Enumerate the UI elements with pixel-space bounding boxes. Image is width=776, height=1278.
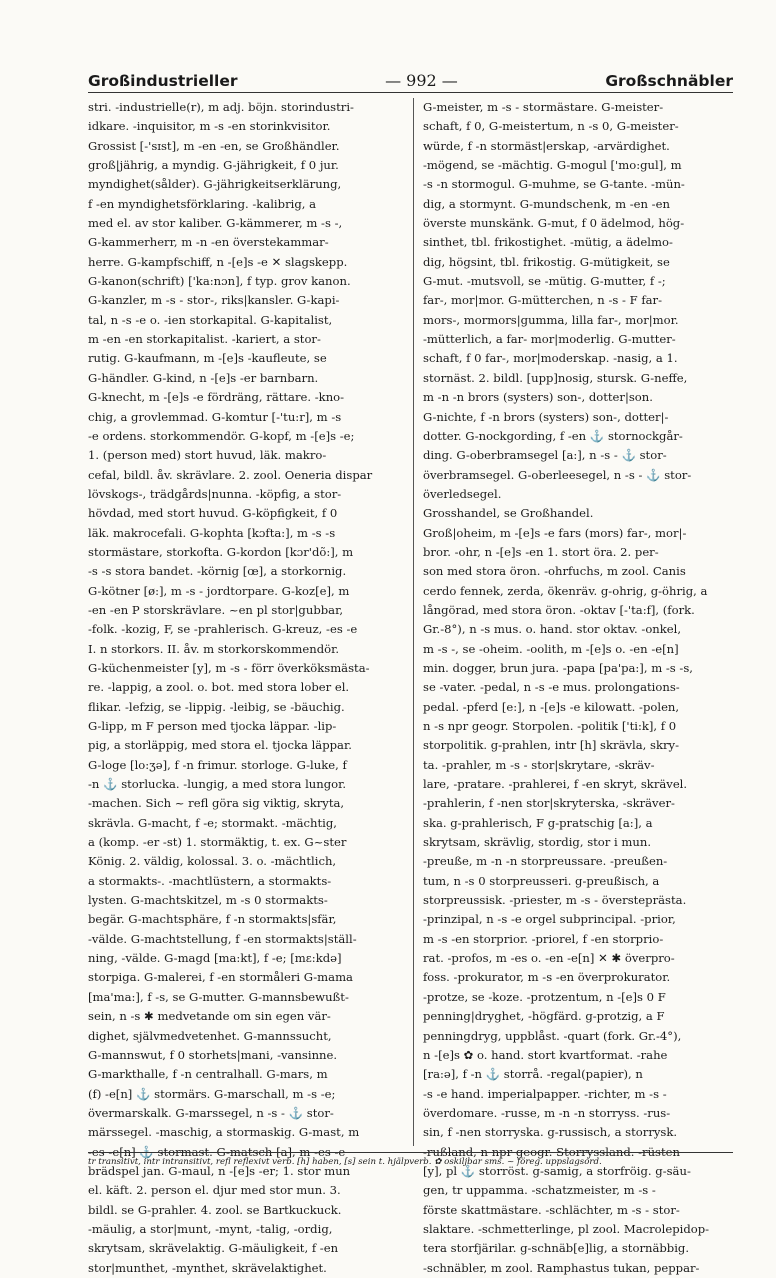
entry-line: [ma'ma:], f -s, se G-mutter. G-mannsbewußt- [88, 989, 349, 1004]
entry-line: dighet, självmedvetenhet. G-mannssucht, [88, 1028, 332, 1043]
entry-line: n -[e]s ✿ o. hand. stort kvartformat. -rahe [423, 1047, 668, 1062]
entry-line: schaft, f 0 far-, mor|moderskap. -nasig, a 1. [423, 351, 678, 366]
entry-line: cefal, bildl. åv. skrävlare. 2. zool. Oeneria dispar [88, 467, 373, 482]
entry-line: sinthet, tbl. frikostighet. -mütig, a ädelmo- [423, 235, 673, 250]
header-rule [88, 92, 733, 93]
entry-line: storpolitik. g-prahlen, intr [h] skrävla, skry- [423, 738, 680, 753]
entry-line: skrytsam, skrävelaktig. G-mäuligkeit, f -en [88, 1241, 339, 1256]
entry-line: rutig. G-kaufmann, m -[e]s -kaufleute, se [88, 351, 327, 366]
entry-line: brädspel jan. G-maul, n -[e]s -er; 1. stor mun [88, 1163, 351, 1178]
entry-line: G-loge [lo:ʒə], f -n frimur. storloge. G-luke, f [88, 757, 347, 772]
entry-line: med el. av stor kaliber. G-kämmerer, m -s -, [88, 216, 343, 231]
entry-line: tum, n -s 0 storpreusseri. g-preußisch, a [423, 873, 660, 888]
entry-line: överste munskänk. G-mut, f 0 ädelmod, hög- [423, 216, 685, 231]
entry-line: penning|dryghet, -högfärd. g-protzig, a F [423, 1009, 665, 1024]
entry-line: övermarskalk. G-marssegel, n -s - ⚓ stor- [88, 1105, 334, 1120]
entry-line: I. n storkors. II. åv. m storkorskommendör. [88, 641, 340, 656]
entry-line: m -s -en storprior. -priorel, f -en storprio- [423, 931, 664, 946]
entry-line: son med stora öron. -ohrfuchs, m zool. Canis [423, 564, 686, 579]
entry-line: långörad, med stora öron. -oktav [-'ta:f], (fork. [423, 602, 695, 617]
entry-line: lysten. G-machtskitzel, m -s 0 stormakts- [88, 893, 328, 908]
entry-line: stornäst. 2. bildl. [upp]nosig, stursk. G-neffe, [423, 370, 688, 385]
entry-line: se -vater. -pedal, n -s -e mus. prolongations- [423, 680, 680, 695]
entry-line: G-meister, m -s - stormästare. G-meister- [423, 100, 664, 114]
entry-line: -e ordens. storkommendör. G-kopf, m -[e]s -e; [88, 428, 355, 443]
entry-line: G-knecht, m -[e]s -e fördräng, rättare. -kno- [88, 390, 345, 405]
entry-line: G-nichte, f -n brors (systers) son-, dotter|- [423, 409, 669, 424]
entry-line: ta. -prahler, m -s - stor|skrytare, -skräv- [423, 757, 655, 772]
entry-line: ding. G-oberbramsegel [a:], n -s - ⚓ stor- [423, 448, 667, 463]
entry-line: myndighet(sålder). G-jährigkeitserklärung, [88, 177, 342, 192]
entry-line: (f) -e[n] ⚓ stormärs. G-marschall, m -s -e; [88, 1086, 336, 1101]
entry-line: rat. -profos, m -es o. -en -e[n] ✕ ✱ överpro- [423, 951, 675, 966]
entry-line: stor|munthet, -mynthet, skrävelaktighet. [88, 1260, 327, 1275]
entry-line: skrävla. G-macht, f -e; stormakt. -mächtig, [88, 815, 337, 830]
abbreviation-footer: tr transitivt, intr intransitivt, refl reflexivt verb. [h] haben, [s] sein t. hjälpverb. ✿ oskiljbar sms. ~ föreg. uppslagsord. [88, 1157, 602, 1167]
entry-line: -s -e hand. imperialpapper. -richter, m -s - [423, 1086, 667, 1101]
entry-line: -s -n stormogul. G-muhme, se G-tante. -mün- [423, 177, 685, 192]
entry-line: min. dogger, brun jura. -papa [pa'pa:], m -s -s, [423, 660, 693, 675]
entry-line: 1. (person med) stort huvud, läk. makro- [88, 448, 327, 463]
entry-line: -rußland, n npr geogr. Storryssland. -rüsten [423, 1144, 680, 1159]
entry-line: läk. makrocefali. G-kophta [kɔfta:], m -s -s [88, 525, 336, 540]
entry-line: -s -s stora bandet. -körnig [œ], a storkornig. [88, 564, 347, 579]
entry-line: -preuße, m -n -n storpreussare. -preußen- [423, 854, 668, 869]
entry-line: -schnäbler, m zool. Ramphastus tukan, peppar- [423, 1260, 700, 1275]
entry-line: idkare. -inquisitor, m -s -en storinkvisitor. [88, 119, 331, 134]
entry-line: begär. G-machtsphäre, f -n stormakts|sfär, [88, 912, 337, 927]
header-left-word: Großindustrieller [88, 72, 238, 90]
entry-line: schaft, f 0, G-meistertum, n -s 0, G-meister- [423, 119, 679, 134]
entry-line: cerdo fennek, zerda, ökenräv. g-ohrig, g-öhrig, a [423, 583, 708, 598]
entry-line: a (komp. -er -st) 1. stormäktig, t. ex. G~ster [88, 835, 347, 850]
entry-line: sin, f -nen storryska. g-russisch, a storrysk. [423, 1125, 678, 1140]
entry-line: förste skattmästare. -schlächter, m -s - stor- [423, 1202, 680, 1217]
entry-line: G-kanon(schrift) ['ka:nɔn], f typ. grov kanon. [88, 274, 351, 289]
entry-line: Groß|oheim, m -[e]s -e fars (mors) far-, mor|- [423, 525, 687, 540]
entry-line: foss. -prokurator, m -s -en överprokurator. [423, 970, 671, 985]
entry-line: -prahlerin, f -nen stor|skryterska, -skräver- [423, 796, 675, 811]
entry-line: skrytsam, skrävlig, stordig, stor i mun. [423, 835, 652, 850]
header-right-word: Großschnäbler [605, 72, 733, 90]
entry-line: överledsegel. [423, 486, 502, 501]
entry-line: würde, f -n stormäst|erskap, -arvärdighet. [423, 138, 670, 153]
entry-line: -mütterlich, a far- mor|moderlig. G-mutter- [423, 332, 676, 347]
entry-line: mors-, mormors|gumma, lilla far-, mor|mor. [423, 312, 679, 327]
entry-line: bildl. se G-prahler. 4. zool. se Bartkuckuck. [88, 1202, 342, 1217]
entry-line: storpiga. G-malerei, f -en stormåleri G-mama [88, 970, 353, 985]
entry-line: far-, mor|mor. G-mütterchen, n -s - F far- [423, 293, 663, 308]
entry-line: -folk. -kozig, F, se -prahlerisch. G-kreuz, -es -e [88, 622, 358, 637]
entry-line: gen, tr uppamma. -schatzmeister, m -s - [423, 1183, 656, 1198]
footer-rule [88, 1152, 733, 1153]
entry-line: dig, högsint, tbl. frikostig. G-mütigkeit, se [423, 254, 670, 269]
entry-line: överbramsegel. G-oberleesegel, n -s - ⚓ stor- [423, 467, 692, 482]
entry-line: ska. g-prahlerisch, F g-pratschig [a:], a [423, 815, 653, 830]
entry-line: Grosshandel, se Großhandel. [423, 506, 594, 521]
right-column [423, 98, 734, 1275]
page-header [88, 60, 733, 90]
entry-line: herre. G-kampfschiff, n -[e]s -e ✕ slagskepp. [88, 254, 348, 269]
entry-line: sein, n -s ✱ medvetande om sin egen vär- [88, 1009, 331, 1024]
entry-line: lövskogs-, trädgårds|nunna. -köpfig, a stor- [88, 486, 342, 501]
entry-line: -n ⚓ storlucka. -lungig, a med stora lungor. [88, 777, 347, 792]
entry-line: tal, n -s -e o. -ien storkapital. G-kapitalist, [88, 312, 333, 327]
entry-line: -mögend, se -mächtig. G-mogul ['mo:gul], m [423, 158, 682, 173]
entry-line: pedal. -pferd [e:], n -[e]s -e kilowatt. -polen, [423, 699, 680, 714]
entry-line: pig, a storläppig, med stora el. tjocka läppar. [88, 738, 352, 753]
entry-line: bror. -ohr, n -[e]s -en 1. stort öra. 2. per- [423, 544, 659, 559]
entry-line: G-mannswut, f 0 storhets|mani, -vansinne. [88, 1047, 338, 1062]
entry-line: ning, -välde. G-magd [ma:kt], f -e; [mɛ:kdə] [88, 951, 342, 966]
entry-line: G-küchenmeister [y], m -s - förr överköksmästa- [88, 660, 370, 675]
entry-line: el. käft. 2. person el. djur med stor mun. 3. [88, 1183, 341, 1198]
entry-line: -protze, se -koze. -protzentum, n -[e]s 0 F [423, 989, 666, 1004]
entry-line: n -s npr geogr. Storpolen. -politik ['ti:k], f 0 [423, 719, 677, 733]
entry-line: -välde. G-machtstellung, f -en stormakts|ställ- [88, 931, 357, 946]
entry-line: G-kanzler, m -s - stor-, riks|kansler. G-kapi- [88, 293, 340, 308]
entry-line: f -en myndighetsförklaring. -kalibrig, a [88, 196, 317, 211]
entry-line: -prinzipal, n -s -e orgel subprincipal. -prior, [423, 912, 676, 927]
entry-line: överdomare. -russe, m -n -n storryss. -rus- [423, 1105, 671, 1120]
entry-line: flikar. -lefzig, se -lippig. -leibig, se -bäuchig. [88, 699, 345, 714]
entry-line: re. -lappig, a zool. o. bot. med stora lober el. [88, 680, 350, 695]
entry-line: Gr.-8°), n -s mus. o. hand. stor oktav. -onkel, [423, 622, 682, 637]
entry-line: m -n -n brors (systers) son-, dotter|son. [423, 390, 653, 405]
entry-line: penningdryg, uppblåst. -quart (fork. Gr.-4°), [423, 1028, 682, 1043]
entry-line: G-händler. G-kind, n -[e]s -er barnbarn. [88, 370, 319, 385]
entry-line: G-mut. -mutsvoll, se -mütig. G-mutter, f -; [423, 274, 666, 289]
entry-line: a stormakts-. -machtlüstern, a stormakts- [88, 873, 332, 888]
column-divider [413, 98, 414, 1146]
entry-line: m -s -, se -oheim. -oolith, m -[e]s o. -en -e[n] [423, 641, 679, 656]
entry-line: märssegel. -maschig, a stormaskig. G-mast, m [88, 1125, 360, 1140]
entry-line: stormästare, storkofta. G-kordon [kɔr'dõ:], m [88, 544, 354, 559]
entry-line: lare, -pratare. -prahlerei, f -en skryt, skrävel. [423, 777, 688, 792]
entry-line: groß|jährig, a myndig. G-jährigkeit, f 0 jur. [88, 158, 339, 173]
entry-line: -en -en P storskrävlare. ~en pl stor|gubbar, [88, 602, 344, 617]
entry-line: stri. -industrielle(r), m adj. böjn. storindustri- [88, 100, 354, 114]
entry-line: [ra:ə], f -n ⚓ storrå. -regal(papier), n [423, 1067, 643, 1082]
page-number: — 992 — [385, 71, 458, 90]
entry-line: König. 2. väldig, kolossal. 3. o. -mächtlich, [88, 854, 337, 869]
entry-line: -es -e[n] ⚓ stormast. G-matsch [a], m -es -e [88, 1144, 346, 1159]
entry-line: [y], pl ⚓ storröst. g-samig, a storfröig. g-säu- [423, 1163, 691, 1178]
entry-line: hövdad, med stort huvud. G-köpfigkeit, f 0 [88, 506, 338, 521]
entry-line: G-kammerherr, m -n -en överstekammar- [88, 235, 329, 250]
entry-line: slaktare. -schmetterlinge, pl zool. Macrolepidop- [423, 1221, 710, 1236]
entry-line: dig, a stormynt. G-mundschenk, m -en -en [423, 196, 670, 211]
entry-line: -mäulig, a stor|munt, -mynt, -talig, -ordig, [88, 1221, 333, 1236]
entry-line: storpreussisk. -priester, m -s - översteprästa. [423, 893, 687, 908]
entry-line: Grossist [-'sɪst], m -en -en, se Großhändler. [88, 138, 340, 153]
entry-line: chig, a grovlemmad. G-komtur [-'tu:r], m -s [88, 409, 342, 424]
entry-line: G-lipp, m F person med tjocka läppar. -lip- [88, 719, 337, 733]
entry-line: G-markthalle, f -n centralhall. G-mars, m [88, 1067, 328, 1082]
entry-line: G-kötner [ø:], m -s - jordtorpare. G-koz[e], m [88, 583, 350, 598]
entry-line: -machen. Sich ~ refl göra sig viktig, skryta, [88, 796, 345, 811]
entry-line: m -en -en storkapitalist. -kariert, a stor- [88, 332, 321, 347]
entry-line: dotter. G-nockgording, f -en ⚓ stornockgår- [423, 428, 683, 443]
entry-line: tera storfjärilar. g-schnäb[e]lig, a stornäbbig. [423, 1241, 690, 1256]
